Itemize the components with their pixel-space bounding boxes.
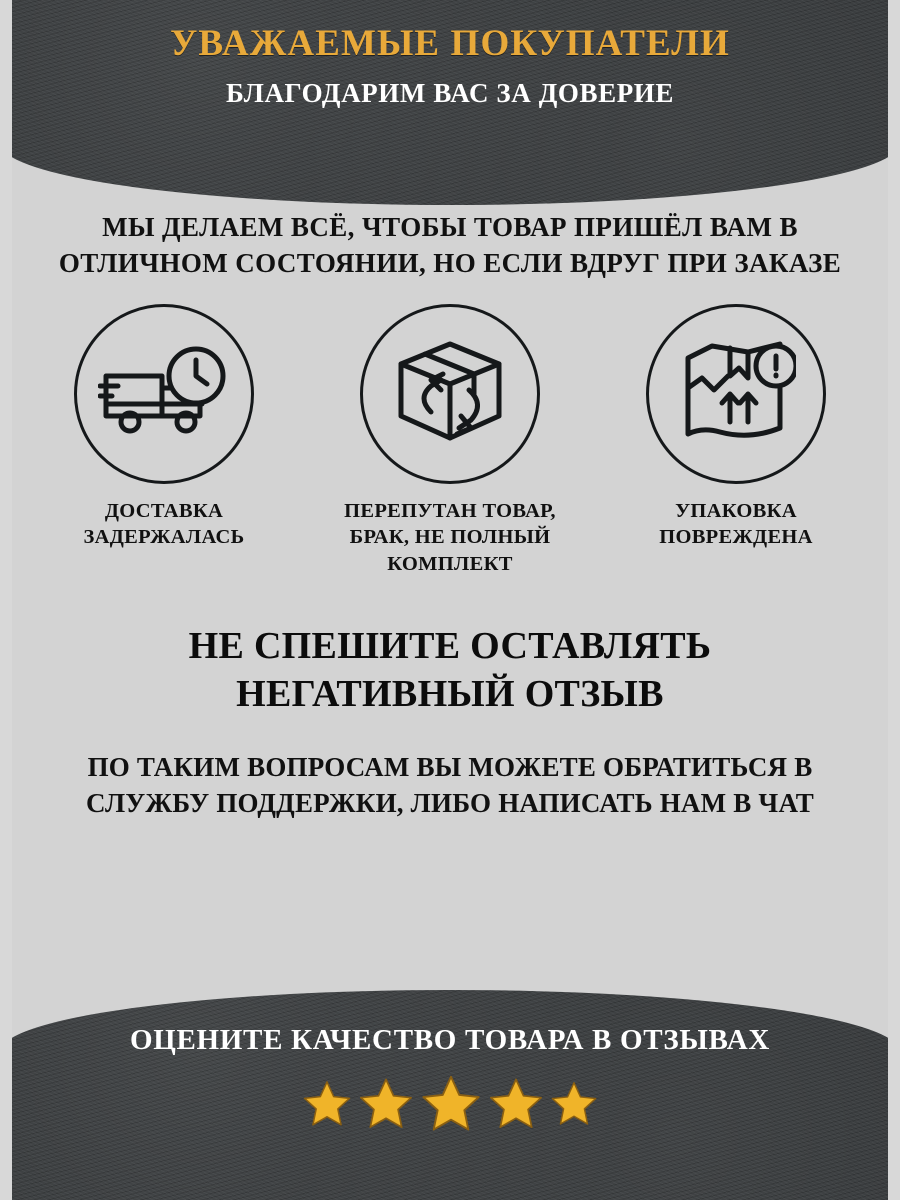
issue-item-damaged-package (616, 304, 856, 551)
issue-caption: ДОСТАВКА ЗАДЕРЖАЛАСЬ (83, 499, 245, 549)
headline-text: НЕ СПЕШИТЕ ОСТАВЛЯТЬ НЕГАТИВНЫЙ ОТЗЫВ (188, 624, 712, 716)
issue-caption: ПЕРЕПУТАН ТОВАР, БРАК, НЕ ПОЛНЫЙ КОМПЛЕКТ (344, 499, 556, 576)
circle-frame (74, 304, 254, 484)
delivery-truck-clock-icon (98, 342, 230, 446)
issue-item-wrong-item (330, 304, 570, 578)
circle-frame (646, 304, 826, 484)
star-icon (301, 1078, 353, 1130)
main-content (12, 186, 888, 1006)
star-icon (419, 1072, 483, 1136)
issue-icon-row (12, 304, 888, 578)
footer (0, 990, 900, 1200)
header-subtitle: БЛАГОДАРИМ ВАС ЗА ДОВЕРИЕ (225, 78, 675, 108)
body-text: ПО ТАКИМ ВОПРОСАМ ВЫ МОЖЕТЕ ОБРАТИТЬСЯ В СЛУЖБУ ПОДДЕРЖКИ, ЛИБО НАПИСАТЬ НАМ В ЧАТ (86, 751, 814, 819)
header (0, 0, 900, 111)
rating-stars (0, 1072, 900, 1136)
star-icon (357, 1075, 415, 1133)
star-icon (549, 1079, 599, 1129)
lead-text: МЫ ДЕЛАЕМ ВСЁ, ЧТОБЫ ТОВАР ПРИШЁЛ ВАМ В ОТЛИЧНОМ СОСТОЯНИИ, НО ЕСЛИ ВДРУГ ПРИ ЗАКАЗЕ (58, 212, 842, 278)
header-title: УВАЖАЕМЫЕ ПОКУПАТЕЛИ (170, 23, 730, 64)
box-return-arrow-icon (387, 336, 513, 452)
issue-item-delivery-delay (44, 304, 284, 551)
circle-frame (360, 304, 540, 484)
damaged-package-icon (676, 336, 796, 452)
star-icon (487, 1075, 545, 1133)
footer-title: ОЦЕНИТЕ КАЧЕСТВО ТОВАРА В ОТЗЫВАХ (129, 1024, 771, 1056)
issue-caption: УПАКОВКА ПОВРЕЖДЕНА (659, 499, 813, 549)
